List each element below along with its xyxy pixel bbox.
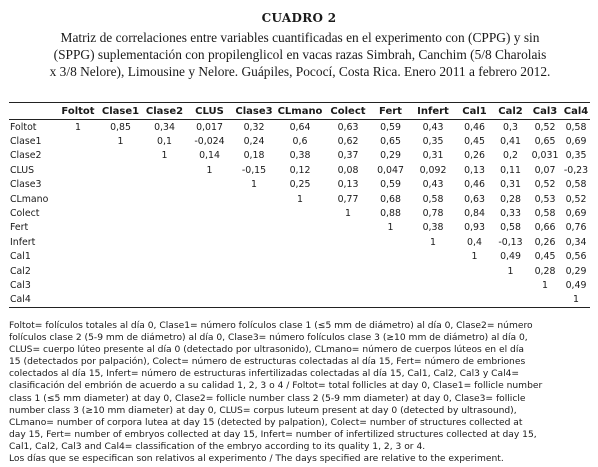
correlation-cell: 1 bbox=[345, 208, 351, 220]
footnote-line: day 15, Fert= number of embryos collected at day 15, Infert= number of infertilized structures collected at day 15, bbox=[9, 429, 537, 440]
table-caption bbox=[10, 29, 590, 80]
row-label: CLmano bbox=[10, 193, 49, 205]
table-row bbox=[9, 178, 590, 192]
correlation-cell bbox=[58, 264, 98, 278]
correlation-cell: 0,58 bbox=[534, 208, 556, 220]
correlation-cell bbox=[233, 278, 275, 292]
correlation-cell: 0,59 bbox=[380, 179, 401, 191]
correlation-cell: 0,65 bbox=[380, 136, 401, 148]
correlation-cell: 0,63 bbox=[464, 193, 485, 205]
correlation-cell: 0,26 bbox=[464, 150, 485, 162]
correlation-cell: 0,77 bbox=[337, 193, 359, 205]
correlation-cell bbox=[58, 250, 98, 264]
correlation-cell bbox=[371, 293, 410, 308]
caption-line: (SPPG) suplementación con propilenglicol en vacas razas Simbrah, Canchim (5/8 Charolais bbox=[53, 47, 547, 62]
correlation-cell bbox=[275, 250, 325, 264]
correlation-cell: 0,35 bbox=[422, 136, 444, 148]
correlation-cell: 0,45 bbox=[534, 251, 556, 263]
correlation-cell: 0,69 bbox=[565, 208, 587, 220]
footnote-line: 15 (detectados por palpación), Colect= número de estructuras colectadas al día 15, Fert= número de embriones bbox=[9, 357, 526, 368]
correlation-cell: 0,4 bbox=[467, 236, 482, 248]
correlation-cell: -0,024 bbox=[194, 136, 225, 148]
correlation-cell: 0,65 bbox=[534, 136, 556, 148]
corner-header-cell bbox=[9, 103, 58, 120]
correlation-cell: 1 bbox=[75, 121, 81, 133]
table-body bbox=[9, 120, 590, 308]
correlation-cell: 0,49 bbox=[500, 251, 521, 263]
correlation-cell: 0,31 bbox=[500, 179, 521, 191]
table-row bbox=[9, 221, 590, 235]
correlation-cell: 0,32 bbox=[243, 121, 265, 133]
correlation-cell: 0,85 bbox=[110, 121, 131, 133]
correlation-cell bbox=[143, 192, 186, 206]
correlation-cell bbox=[143, 250, 186, 264]
correlation-cell: 0,092 bbox=[419, 164, 447, 176]
table-row bbox=[9, 134, 590, 148]
correlation-cell bbox=[371, 250, 410, 264]
correlation-cell: 0,33 bbox=[500, 208, 521, 220]
correlation-cell bbox=[186, 293, 233, 308]
correlation-cell: 0,66 bbox=[534, 222, 556, 234]
correlation-cell bbox=[98, 235, 143, 249]
correlation-cell: 0,46 bbox=[464, 179, 485, 191]
correlation-cell: 0,76 bbox=[565, 222, 587, 234]
correlation-cell bbox=[143, 264, 186, 278]
correlation-cell: 0,14 bbox=[199, 150, 220, 162]
correlation-cell bbox=[410, 278, 456, 292]
correlation-cell bbox=[325, 278, 371, 292]
column-header: Cal1 bbox=[456, 103, 493, 120]
correlation-cell bbox=[186, 278, 233, 292]
correlation-cell bbox=[98, 163, 143, 177]
column-header: CLmano bbox=[275, 103, 325, 120]
correlation-cell: 1 bbox=[562, 293, 590, 308]
correlation-cell: 0,25 bbox=[289, 179, 311, 191]
correlation-cell bbox=[275, 293, 325, 308]
correlation-cell bbox=[98, 221, 143, 235]
correlation-cell: 0,56 bbox=[565, 251, 587, 263]
correlation-cell: 0,017 bbox=[196, 121, 223, 133]
correlation-cell bbox=[275, 264, 325, 278]
table-row bbox=[9, 264, 590, 278]
correlation-cell bbox=[325, 235, 371, 249]
correlation-cell bbox=[58, 178, 98, 192]
table-row bbox=[9, 120, 590, 135]
correlation-cell: 0,35 bbox=[565, 150, 587, 162]
correlation-cell: 0,38 bbox=[289, 150, 311, 162]
correlation-cell: 0,52 bbox=[534, 121, 556, 133]
row-label: Clase3 bbox=[10, 179, 42, 191]
correlation-cell bbox=[143, 278, 186, 292]
correlation-table bbox=[9, 102, 590, 308]
correlation-cell: 0,43 bbox=[422, 121, 444, 133]
correlation-cell bbox=[528, 293, 562, 308]
table-number: CUADRO 2 bbox=[261, 11, 337, 25]
row-label: Fert bbox=[10, 222, 29, 234]
correlation-cell bbox=[58, 206, 98, 220]
correlation-cell: 0,84 bbox=[464, 208, 485, 220]
correlation-cell bbox=[186, 235, 233, 249]
column-header: CLUS bbox=[186, 103, 233, 120]
footnote-line: CLUS= cuerpo lúteo presente al día 0 (detectado por ultrasonido), CLmano= número de cuerpos lúteos en el día bbox=[9, 345, 524, 356]
footnote-line: Los días que se especifican son relativos al experimento / The days specified are relative to the experiment. bbox=[9, 454, 504, 465]
correlation-cell bbox=[98, 278, 143, 292]
correlation-cell bbox=[58, 192, 98, 206]
correlation-cell bbox=[58, 163, 98, 177]
correlation-cell bbox=[98, 206, 143, 220]
correlation-cell: 0,58 bbox=[565, 179, 587, 191]
correlation-cell bbox=[143, 206, 186, 220]
row-label: Infert bbox=[10, 236, 36, 248]
correlation-cell: 0,69 bbox=[565, 136, 587, 148]
correlation-cell: 0,26 bbox=[534, 236, 556, 248]
correlation-cell bbox=[325, 293, 371, 308]
correlation-cell bbox=[493, 278, 528, 292]
correlation-cell: 0,49 bbox=[565, 279, 587, 291]
correlation-cell bbox=[371, 278, 410, 292]
correlation-cell bbox=[98, 192, 143, 206]
correlation-cell bbox=[233, 250, 275, 264]
correlation-cell bbox=[58, 221, 98, 235]
correlation-cell: 0,11 bbox=[500, 164, 521, 176]
footnote-line: colectados al día 15, Infert= número de estructuras infertilizadas colectadas al día 15, Cal1, Cal2, Cal3 y Cal4= bbox=[9, 369, 520, 380]
row-label: CLUS bbox=[10, 164, 35, 176]
correlation-cell bbox=[410, 293, 456, 308]
correlation-cell bbox=[58, 134, 98, 148]
correlation-cell: 1 bbox=[161, 150, 168, 162]
correlation-cell: 0,45 bbox=[464, 136, 485, 148]
correlation-cell bbox=[456, 264, 493, 278]
correlation-cell bbox=[410, 264, 456, 278]
table-row bbox=[9, 149, 590, 163]
correlation-cell bbox=[233, 235, 275, 249]
correlation-cell: 1 bbox=[206, 164, 213, 176]
correlation-cell bbox=[143, 178, 186, 192]
correlation-cell: 0,047 bbox=[377, 164, 404, 176]
row-label: Cal2 bbox=[10, 265, 31, 277]
column-header: Foltot bbox=[58, 103, 98, 120]
correlation-cell bbox=[58, 149, 98, 163]
correlation-cell: 1 bbox=[542, 279, 548, 291]
correlation-cell: 0,62 bbox=[337, 136, 359, 148]
correlation-cell bbox=[186, 250, 233, 264]
correlation-cell bbox=[186, 206, 233, 220]
correlation-cell bbox=[233, 206, 275, 220]
correlation-cell: 0,13 bbox=[464, 164, 485, 176]
correlation-cell: 0,28 bbox=[500, 193, 521, 205]
correlation-cell bbox=[143, 235, 186, 249]
correlation-cell: 0,52 bbox=[565, 193, 587, 205]
table-row bbox=[9, 278, 590, 292]
row-label: Colect bbox=[10, 208, 40, 220]
correlation-cell: 0,37 bbox=[337, 150, 359, 162]
correlation-cell: 1 bbox=[387, 222, 394, 234]
footnote-line: folículos clase 2 (5-9 mm de diámetro) al día 0, Clase3= número folículos clase 3 (≥10 mm de diámetro) al día 0, bbox=[9, 333, 528, 344]
column-header: Cal3 bbox=[528, 103, 562, 120]
correlation-cell: 0,63 bbox=[337, 121, 359, 133]
correlation-cell: -0,13 bbox=[498, 236, 523, 248]
column-header: Cal2 bbox=[493, 103, 528, 120]
correlation-cell: 0,29 bbox=[565, 265, 587, 277]
footnote-line: Cal1, Cal2, Cal3 and Cal4= classification of the embryo according to its quality 1, 2, 3 or 4. bbox=[9, 441, 426, 452]
correlation-cell: 0,12 bbox=[289, 164, 311, 176]
correlation-cell: 0,3 bbox=[503, 121, 518, 133]
correlation-cell: 0,6 bbox=[292, 136, 308, 148]
correlation-cell: 0,64 bbox=[289, 121, 311, 133]
correlation-cell bbox=[493, 293, 528, 308]
correlation-cell bbox=[98, 250, 143, 264]
correlation-cell: 0,1 bbox=[157, 136, 172, 148]
footnote-line: Foltot= folículos totales al día 0, Clase1= número folículos clase 1 (≤5 mm de diámetro) al día 0, Clase2= número bbox=[9, 321, 533, 331]
correlation-cell: 0,53 bbox=[534, 193, 556, 205]
footnote-line: class 1 (≤5 mm diameter) at day 0, Clase2= follicle number class 2 (5-9 mm diameter) at day 0, Clase3= follicle bbox=[9, 393, 526, 404]
correlation-cell: 0,28 bbox=[534, 265, 556, 277]
correlation-cell bbox=[143, 221, 186, 235]
correlation-cell: 0,46 bbox=[464, 121, 485, 133]
correlation-cell bbox=[58, 278, 98, 292]
row-label: Cal4 bbox=[9, 293, 58, 308]
correlation-cell bbox=[275, 278, 325, 292]
correlation-cell: 1 bbox=[430, 236, 436, 248]
correlation-cell bbox=[275, 235, 325, 249]
correlation-cell: 0,41 bbox=[500, 136, 521, 148]
correlation-cell bbox=[233, 192, 275, 206]
table-header-row bbox=[9, 103, 590, 120]
column-header: Clase1 bbox=[98, 103, 143, 120]
correlation-cell bbox=[233, 293, 275, 308]
correlation-cell: 0,52 bbox=[534, 179, 556, 191]
correlation-cell: 1 bbox=[117, 136, 124, 148]
correlation-cell: 1 bbox=[507, 265, 514, 277]
correlation-cell bbox=[58, 235, 98, 249]
correlation-cell bbox=[143, 293, 186, 308]
correlation-cell: 0,38 bbox=[422, 222, 444, 234]
table-row bbox=[9, 235, 590, 249]
table-row bbox=[9, 293, 590, 308]
row-label: Cal1 bbox=[10, 251, 31, 263]
correlation-cell: 0,08 bbox=[337, 164, 359, 176]
correlation-cell bbox=[325, 250, 371, 264]
table-row bbox=[9, 163, 590, 177]
correlation-cell bbox=[98, 264, 143, 278]
column-header: Fert bbox=[371, 103, 410, 120]
correlation-cell: 0,031 bbox=[531, 150, 559, 162]
correlation-cell bbox=[143, 163, 186, 177]
correlation-cell: 1 bbox=[251, 179, 257, 191]
correlation-cell: 0,2 bbox=[503, 150, 518, 162]
caption-line: Matriz de correlaciones entre variables cuantificadas en el experimento con (CPPG) y sin bbox=[60, 30, 540, 45]
column-header: Clase3 bbox=[233, 103, 275, 120]
correlation-cell: 0,59 bbox=[380, 121, 401, 133]
correlation-cell: 0,58 bbox=[422, 193, 444, 205]
column-header: Cal4 bbox=[562, 103, 590, 120]
footnote-line: number class 3 (≥10 mm diameter) at day 0, CLUS= corpus luteum present at day 0 (detected by ultrasound), bbox=[9, 405, 517, 416]
correlation-cell: 0,24 bbox=[243, 136, 265, 148]
table-footnotes bbox=[9, 320, 593, 465]
correlation-cell bbox=[186, 192, 233, 206]
correlation-cell bbox=[186, 221, 233, 235]
correlation-cell bbox=[98, 149, 143, 163]
correlation-cell bbox=[410, 250, 456, 264]
correlation-cell: 0,58 bbox=[565, 121, 587, 133]
correlation-cell bbox=[233, 264, 275, 278]
correlation-cell bbox=[186, 178, 233, 192]
correlation-cell: 0,93 bbox=[464, 222, 485, 234]
table-row bbox=[9, 250, 590, 264]
correlation-cell bbox=[275, 206, 325, 220]
correlation-cell: 0,31 bbox=[422, 150, 444, 162]
correlation-cell: 0,78 bbox=[422, 208, 444, 220]
correlation-cell: 0,29 bbox=[380, 150, 401, 162]
correlation-cell bbox=[325, 264, 371, 278]
correlation-cell: 0,68 bbox=[380, 193, 401, 205]
correlation-cell bbox=[58, 293, 98, 308]
column-header: Infert bbox=[410, 103, 456, 120]
column-header: Clase2 bbox=[143, 103, 186, 120]
correlation-cell: 0,43 bbox=[422, 179, 444, 191]
row-label: Clase1 bbox=[10, 136, 42, 148]
correlation-cell: 1 bbox=[471, 251, 478, 263]
footnote-line: CLmano= number of corpora lutea at day 15 (detected by palpation), Colect= number of structures collected at bbox=[9, 417, 523, 428]
correlation-cell: 0,34 bbox=[154, 121, 175, 133]
table-row bbox=[9, 192, 590, 206]
correlation-cell bbox=[325, 221, 371, 235]
correlation-cell bbox=[275, 221, 325, 235]
footnote-line: clasificación del embrión de acuerdo a su calidad 1, 2, 3 o 4 / Foltot= total follicles at day 0, Clase1= follicle number bbox=[9, 381, 543, 392]
correlation-cell bbox=[186, 264, 233, 278]
correlation-cell bbox=[371, 235, 410, 249]
correlation-cell: 0,07 bbox=[534, 164, 556, 176]
correlation-cell bbox=[98, 293, 143, 308]
correlation-cell: -0,15 bbox=[241, 164, 267, 176]
correlation-cell: 0,18 bbox=[243, 150, 265, 162]
caption-line: x 3/8 Nelore), Limousine y Nelore. Guápiles, Pococí, Costa Rica. Enero 2011 a febrero 2012. bbox=[49, 64, 551, 79]
correlation-cell: 0,34 bbox=[565, 236, 587, 248]
row-label: Cal3 bbox=[10, 279, 31, 291]
table-row bbox=[9, 206, 590, 220]
correlation-cell bbox=[456, 293, 493, 308]
correlation-cell: 0,88 bbox=[380, 208, 401, 220]
correlation-cell bbox=[233, 221, 275, 235]
correlation-cell: 0,13 bbox=[337, 179, 359, 191]
correlation-cell bbox=[98, 178, 143, 192]
column-header: Colect bbox=[325, 103, 371, 120]
row-label: Foltot bbox=[10, 121, 37, 133]
correlation-cell bbox=[456, 278, 493, 292]
correlation-cell: 0,58 bbox=[500, 222, 521, 234]
row-label: Clase2 bbox=[10, 150, 42, 162]
correlation-cell: -0,23 bbox=[563, 164, 589, 176]
correlation-cell: 1 bbox=[297, 193, 303, 205]
correlation-cell bbox=[371, 264, 410, 278]
